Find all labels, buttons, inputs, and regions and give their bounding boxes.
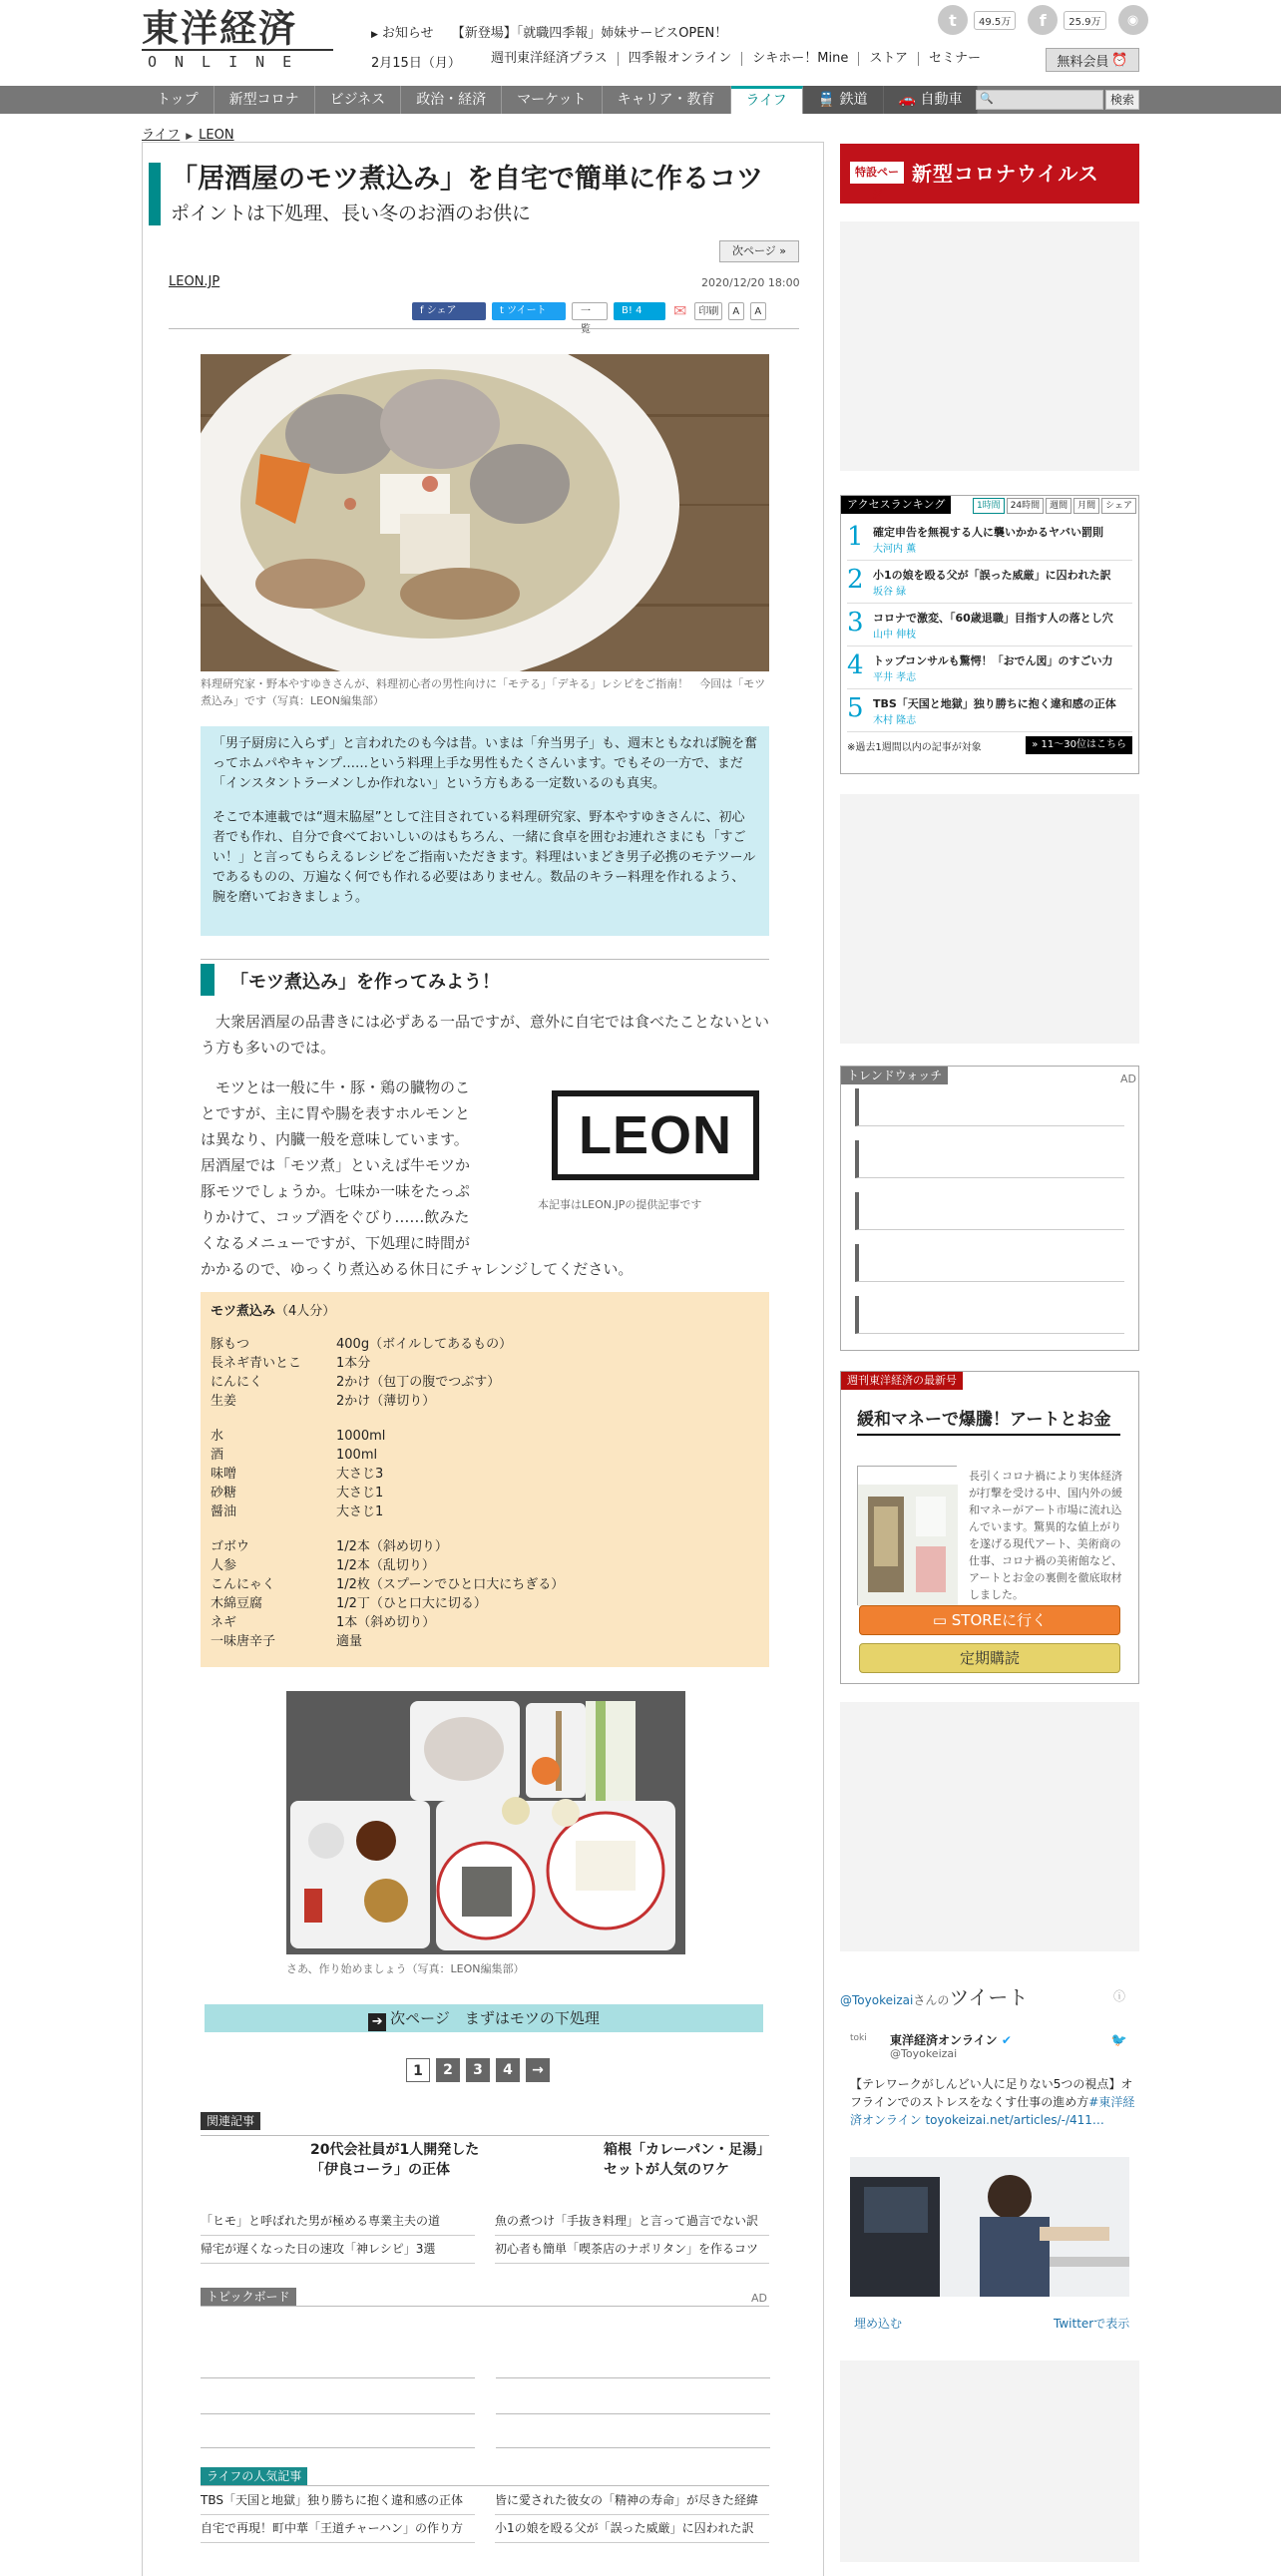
nav-corona[interactable]: 新型コロナ bbox=[214, 86, 315, 114]
search-button[interactable]: 検索 bbox=[1105, 90, 1139, 110]
ingredient-name: 生姜 bbox=[211, 1394, 237, 1409]
popular-row bbox=[201, 2487, 769, 2515]
twitter-bird-icon: 🐦 bbox=[1110, 2033, 1127, 2048]
nav-life[interactable]: ライフ bbox=[731, 86, 803, 114]
magazine-box bbox=[840, 1371, 1139, 1684]
ingredient-amount: 大さじ1 bbox=[336, 1504, 384, 1519]
ranking-tab-1h[interactable]: 1時間 bbox=[973, 498, 1005, 514]
tweet-body: 【テレワークがしんどい人に足りない5つの視点】オフラインでのストレスをなくす仕事の進め方 bbox=[850, 2077, 1133, 2109]
recipe-title-line bbox=[211, 1302, 759, 1321]
body-line: とですが、主に胃や腸を表すホルモンと bbox=[201, 1104, 471, 1122]
ingredient-amount: 1/2丁（ひと口大に切る） bbox=[336, 1596, 487, 1611]
hatena-count: 4 bbox=[636, 305, 642, 316]
ingredient-row bbox=[211, 1594, 759, 1613]
rank-number: 3 bbox=[847, 608, 864, 638]
notice-bar[interactable] bbox=[371, 22, 727, 41]
popular-item[interactable]: TBS「天国と地獄」独り勝ちに抱く違和感の正体 bbox=[201, 2487, 475, 2515]
trend-item[interactable] bbox=[855, 1192, 1124, 1230]
facebook-icon: f bbox=[420, 305, 424, 316]
ingredient-row bbox=[211, 1446, 759, 1465]
pub-link-seminar[interactable]: セミナー bbox=[928, 51, 981, 66]
font-size-large-button[interactable]: A bbox=[750, 302, 766, 320]
rank-title: コロナで激変、「60歳退職」目指す人の落とし穴 bbox=[873, 612, 1113, 625]
ranking-tab-24h[interactable]: 24時間 bbox=[1007, 498, 1044, 514]
access-ranking bbox=[840, 495, 1139, 774]
ranking-tab-share[interactable]: シェア bbox=[1101, 498, 1136, 514]
rank-number: 1 bbox=[847, 522, 864, 552]
ad-label: AD bbox=[751, 2292, 767, 2305]
divider bbox=[201, 2485, 769, 2486]
related-list bbox=[201, 2208, 769, 2264]
body-line: 豚モツでしょうか。七味か一味をたっぷ bbox=[201, 1182, 471, 1200]
twitter-share-button[interactable] bbox=[492, 302, 566, 320]
ranking-more-link[interactable]: » 11～30位はこちら bbox=[1026, 736, 1132, 754]
rss-icon[interactable]: ◉ bbox=[1118, 5, 1148, 35]
rank-title: TBS「天国と地獄」独り勝ちに抱く違和感の正体 bbox=[873, 697, 1116, 710]
ingredient-name: ゴボウ bbox=[211, 1539, 250, 1554]
ingredient-row bbox=[211, 1373, 759, 1392]
tweet-list-button[interactable]: 一覧 bbox=[572, 302, 608, 320]
pub-link-shikiho[interactable]: 四季報オンライン bbox=[619, 52, 743, 66]
pub-link-weekly[interactable]: 週刊東洋経済プラス bbox=[491, 52, 619, 66]
lead-box bbox=[201, 726, 769, 936]
pub-link-store[interactable]: ストア bbox=[859, 52, 919, 66]
publication-links bbox=[491, 52, 991, 66]
article-heading bbox=[149, 163, 817, 225]
logo-kanji: 東洋経済 bbox=[142, 6, 297, 50]
ingredient-amount: 1本分 bbox=[336, 1356, 371, 1371]
corona-banner[interactable] bbox=[840, 144, 1139, 204]
rank-title: トップコンサルも驚愕！「おでん図」のすごい力 bbox=[873, 654, 1113, 667]
ingredient-name: 砂糖 bbox=[211, 1486, 237, 1501]
recipe-serves: （4人分） bbox=[275, 1304, 336, 1319]
lead-paragraph-1: 「男子厨房に入らず」と言われたのも今は昔。いまは「弁当男子」も、週末ともなれば腕を奮ってホムパやキャンプ……という料理上手な男性もたくさんいます。でもその一方で、まだ「インスタントラーメンしか作れない」という方もある一定数いるのも真実。 bbox=[213, 736, 758, 791]
photo-caption: 料理研究家・野本やすゆきさんが、料理初心者の男性向けに「モテる」「デキる」レシピをご指南！ 今回は「モツ煮込み」です（写真：LEON編集部） bbox=[201, 677, 766, 707]
rank-author: 木村 隆志 bbox=[873, 715, 917, 726]
page-1[interactable]: 1 bbox=[406, 2058, 430, 2082]
ranking-item[interactable] bbox=[847, 561, 1132, 604]
popular-item[interactable]: 自宅で再現！町中華「王道チャーハン」の作り方 bbox=[201, 2515, 475, 2543]
ranking-list bbox=[841, 518, 1138, 732]
body-line: くなるメニューですが、下処理に時間が bbox=[201, 1234, 471, 1252]
page-2[interactable]: 2 bbox=[436, 2058, 460, 2082]
body-line: りかけて、コップ酒をぐびり……飲みた bbox=[201, 1208, 470, 1226]
rank-author: 坂谷 緑 bbox=[873, 587, 907, 598]
timeline-header bbox=[840, 1981, 1139, 2010]
popular-label: ライフの人気記事 bbox=[201, 2467, 307, 2485]
related-featured-2[interactable]: 箱根「カレーパン・足湯」セットが人気のワケ bbox=[604, 2142, 771, 2178]
related-item[interactable]: 帰宅が遅くなった日の速攻「神レシピ」3選 bbox=[201, 2236, 475, 2264]
article-title: 「居酒屋のモツ煮込み」を自宅で簡単に作るコツ bbox=[171, 164, 763, 195]
tweet-handle[interactable]: @Toyokeizai bbox=[890, 2047, 958, 2060]
ingredient-name: 酒 bbox=[211, 1448, 224, 1463]
ingredient-amount: 大さじ1 bbox=[336, 1486, 384, 1501]
ranking-tabs bbox=[973, 498, 1136, 514]
pub-link-mine[interactable]: シキホー！Mine bbox=[742, 52, 859, 66]
ranking-note: ※過去1週間以内の記事が対象 bbox=[847, 742, 982, 753]
twitter-timeline bbox=[840, 1981, 1139, 2341]
breadcrumb-leon[interactable]: LEON bbox=[199, 128, 234, 143]
share-bar bbox=[412, 301, 766, 335]
magazine-title[interactable]: 緩和マネーで爆騰！アートとお金 bbox=[857, 1408, 1120, 1436]
social-follow bbox=[938, 5, 1148, 35]
trend-item[interactable] bbox=[855, 1296, 1124, 1334]
related-row bbox=[201, 2236, 769, 2264]
nav-top[interactable]: トップ bbox=[142, 86, 214, 114]
alarm-clock-icon: ⏰ bbox=[1111, 52, 1128, 68]
ingredient-name: 木綿豆腐 bbox=[211, 1596, 263, 1611]
ranking-footer bbox=[841, 732, 1138, 759]
article-source[interactable]: LEON.JP bbox=[169, 274, 220, 289]
recipe-title: モツ煮込み bbox=[211, 1304, 276, 1319]
ad-slot[interactable] bbox=[840, 221, 1139, 471]
rank-number: 4 bbox=[847, 650, 864, 680]
tweet-account-name: 東洋経済オンライン bbox=[890, 2033, 998, 2047]
timeline-word: ツイート bbox=[949, 1985, 1029, 2009]
magazine-label: 週刊東洋経済の最新号 bbox=[841, 1372, 963, 1390]
ingredient-group-3 bbox=[211, 1537, 759, 1651]
ingredient-name: 味噌 bbox=[211, 1467, 237, 1482]
ingredient-amount: 2かけ（薄切り） bbox=[336, 1394, 436, 1409]
next-page-button-top[interactable]: 次ページ » bbox=[719, 240, 799, 262]
ranking-tab-month[interactable]: 月間 bbox=[1073, 498, 1099, 514]
rank-title: 小1の娘を殴る父が「誤った威厳」に囚われた訳 bbox=[873, 569, 1111, 582]
ingredient-amount: 1000ml bbox=[336, 1429, 386, 1444]
facebook-share-button[interactable] bbox=[412, 302, 486, 320]
tweet-image[interactable] bbox=[850, 2157, 1129, 2297]
next-page-label: 次ページ まずはモツの下処理 bbox=[390, 2009, 600, 2027]
ingredient-row bbox=[211, 1537, 759, 1556]
related-label: 関連記事 bbox=[201, 2112, 260, 2130]
topic-line bbox=[201, 2447, 475, 2448]
body-line: 居酒屋では「モツ煮」といえば牛モツか bbox=[201, 1156, 471, 1174]
related-item[interactable]: 初心者も簡単「喫茶店のナポリタン」を作るコツ bbox=[495, 2236, 769, 2264]
leon-logo: LEON bbox=[552, 1090, 759, 1180]
recipe-box bbox=[201, 1292, 769, 1667]
ingredient-amount: 1/2枚（スプーンでひと口大にちぎる） bbox=[336, 1577, 565, 1592]
ingredient-row bbox=[211, 1335, 759, 1354]
ingredient-group-1 bbox=[211, 1335, 759, 1411]
nav-railway[interactable] bbox=[803, 86, 884, 114]
page-3[interactable]: 3 bbox=[466, 2058, 490, 2082]
search-input[interactable] bbox=[976, 90, 1103, 110]
article-subtitle: ポイントは下処理、長い冬のお酒のお供に bbox=[171, 203, 532, 224]
topic-line bbox=[496, 2447, 770, 2448]
ad-slot[interactable] bbox=[840, 1702, 1139, 1951]
hatena-bookmark-button[interactable]: B! 4 bbox=[614, 302, 665, 320]
nav-auto-label: 自動車 bbox=[920, 92, 963, 108]
ingredient-amount: 1/2本（斜め切り） bbox=[336, 1539, 448, 1554]
lead-paragraph-2: そこで本連載では“週末脇屋”として注目されている料理研究家、野本やすゆきさんに、初心者でも作れ、自分で食べておいしいのはもちろん、一緒に食卓を囲むお連れさまにも「すごい！」と言ってもらえるレシピをご指南いただきます。料理はいまどき男子必携のモテツールであるものの、万遍なく何でも作れる必要はありません。数品のキラー料理を作れるよう、腕を磨いておきましょう。 bbox=[213, 810, 756, 905]
divider bbox=[201, 2135, 769, 2136]
trend-watch bbox=[840, 1066, 1139, 1351]
ingredient-name: 水 bbox=[211, 1429, 224, 1444]
ingredient-row bbox=[211, 1465, 759, 1484]
topic-line bbox=[201, 2413, 475, 2414]
section-heading bbox=[201, 959, 769, 991]
photo-caption: さあ、作り始めましょう（写真：LEON編集部） bbox=[286, 1962, 525, 1975]
popular-item[interactable]: 小1の娘を殴る父が「誤った威厳」に囚われた訳 bbox=[495, 2515, 769, 2543]
timeline-user[interactable]: @Toyokeizai bbox=[840, 1993, 914, 2007]
popular-row bbox=[201, 2515, 769, 2543]
ingredient-amount: 400g（ボイルしてあるもの） bbox=[336, 1337, 513, 1352]
ingredient-row bbox=[211, 1613, 759, 1632]
ranking-tab-week[interactable]: 週間 bbox=[1046, 498, 1071, 514]
subscribe-button[interactable]: 定期購読 bbox=[859, 1643, 1120, 1673]
car-icon: 🚗 bbox=[898, 92, 916, 108]
ingredient-name: にんにく bbox=[211, 1375, 263, 1390]
body-line: モツとは一般に牛・豚・鶏の臓物のこ bbox=[215, 1078, 471, 1096]
page-4[interactable]: 4 bbox=[496, 2058, 520, 2082]
mail-icon[interactable]: ✉ bbox=[673, 301, 687, 320]
article-photo-ingredients bbox=[286, 1691, 685, 1954]
store-icon: ▭ bbox=[932, 1611, 947, 1629]
nav-career[interactable]: キャリア・教育 bbox=[603, 86, 731, 114]
tweet-account[interactable] bbox=[890, 2031, 1012, 2048]
ingredient-name: 人参 bbox=[211, 1558, 237, 1573]
account-avatar[interactable]: toki bbox=[850, 2033, 867, 2043]
global-nav bbox=[0, 86, 1281, 114]
ad-slot[interactable] bbox=[840, 2361, 1139, 2562]
twitter-icon[interactable]: t bbox=[938, 5, 968, 35]
ad-label: AD bbox=[1120, 1073, 1136, 1085]
embed-link[interactable]: 埋め込む bbox=[854, 2317, 903, 2331]
body-line: かかるので、ゆっくり煮込める休日にチャレンジしてください。 bbox=[201, 1260, 634, 1278]
rank-number: 5 bbox=[847, 693, 864, 723]
ranking-item[interactable] bbox=[847, 518, 1132, 561]
site-logo[interactable] bbox=[142, 8, 333, 70]
facebook-share-label: シェア bbox=[426, 305, 457, 316]
nav-market[interactable]: マーケット bbox=[502, 86, 602, 114]
ingredient-row bbox=[211, 1484, 759, 1503]
ingredient-group-2 bbox=[211, 1427, 759, 1521]
divider bbox=[169, 328, 799, 329]
related-item[interactable]: 「ヒモ」と呼ばれた男が極める専業主夫の道 bbox=[201, 2208, 475, 2236]
search-icon: 🔍 bbox=[980, 92, 994, 105]
leon-logo-box bbox=[538, 1090, 749, 1211]
rank-author: 大河内 薫 bbox=[873, 544, 917, 555]
rank-author: 山中 伸枝 bbox=[873, 630, 917, 641]
related-item[interactable]: 魚の煮つけ「手抜き料理」と言って過言でない訳 bbox=[495, 2208, 769, 2236]
notice-label: ▶ お知らせ bbox=[371, 26, 434, 41]
twitter-icon: t bbox=[500, 305, 504, 316]
ingredient-row bbox=[211, 1427, 759, 1446]
timeline-suffix: さんの bbox=[913, 1993, 950, 2007]
body-line: は異なり、内臓一般を意味しています。 bbox=[201, 1130, 469, 1148]
arrow-right-icon: ➔ bbox=[368, 2013, 386, 2031]
rank-number: 2 bbox=[847, 565, 864, 595]
divider bbox=[201, 2306, 769, 2307]
trend-item[interactable] bbox=[855, 1244, 1124, 1282]
facebook-count: 25.9万 bbox=[1064, 11, 1105, 30]
ingredient-amount: 1/2本（乱切り） bbox=[336, 1558, 435, 1573]
ingredient-row bbox=[211, 1503, 759, 1521]
notice-text[interactable]: 【新登場】「就職四季報」姉妹サービスOPEN！ bbox=[451, 26, 728, 41]
ranking-item[interactable] bbox=[847, 604, 1132, 646]
member-label: 無料会員 bbox=[1057, 54, 1109, 70]
print-button[interactable]: 印刷 bbox=[694, 302, 722, 320]
ranking-item[interactable] bbox=[847, 689, 1132, 732]
published-date: 2020/12/20 18:00 bbox=[701, 276, 800, 289]
ingredient-amount: 2かけ（包丁の腹でつぶす） bbox=[336, 1375, 501, 1390]
site-header bbox=[0, 0, 1281, 86]
tweet-link[interactable]: #東洋経済オンライン toyokeizai.net/articles/-/411… bbox=[850, 2095, 1135, 2127]
view-on-twitter-link[interactable]: Twitterで表示 bbox=[1054, 2317, 1130, 2331]
train-icon: 🚆 bbox=[817, 92, 836, 108]
topic-line bbox=[496, 2377, 770, 2378]
next-page-arrow-icon[interactable]: → bbox=[526, 2058, 550, 2082]
popular-list bbox=[201, 2487, 769, 2543]
rank-author: 平井 孝志 bbox=[873, 672, 917, 683]
today-date: 2月15日（月） bbox=[371, 56, 461, 71]
rank-title: 確定申告を無視する人に襲いかかるヤバい罰則 bbox=[873, 526, 1103, 539]
related-featured-1[interactable]: 20代会社員が1人開発した「伊良コーラ」の正体 bbox=[310, 2142, 480, 2178]
pagination bbox=[406, 2058, 550, 2082]
ranking-title: アクセスランキング bbox=[841, 496, 951, 514]
body-paragraph-1: 大衆居酒屋の品書きには必ずある一品ですが、意外に自宅では食べたことないという方も多いのでは。 bbox=[201, 1013, 770, 1057]
ingredient-name: 長ネギ青いとこ bbox=[211, 1356, 302, 1371]
ingredient-row bbox=[211, 1354, 759, 1373]
ranking-item[interactable] bbox=[847, 646, 1132, 689]
breadcrumb bbox=[142, 124, 234, 143]
verified-icon: ✔ bbox=[1001, 2033, 1012, 2047]
magazine-description: 長引くコロナ禍により実体経済が打撃を受ける中、国内外の緩和マネーがアート市場に流れ込んでいます。驚異的な値上がりを遂げる現代アート、美術商の仕事、コロナ禍の美術館など、アートとお金の裏側を徹底取材しました。 bbox=[969, 1470, 1122, 1601]
section-title: 「モツ煮込み」を作ってみよう！ bbox=[230, 972, 500, 993]
ingredient-name: こんにゃく bbox=[211, 1577, 275, 1592]
magazine-cover[interactable] bbox=[857, 1466, 957, 1605]
font-size-small-button[interactable]: A bbox=[728, 302, 744, 320]
trend-item[interactable] bbox=[855, 1140, 1124, 1178]
trend-item[interactable] bbox=[855, 1088, 1124, 1126]
member-button[interactable] bbox=[1046, 48, 1139, 72]
popular-item[interactable]: 皆に愛された彼女の「精神の寿命」が尽きた経緯 bbox=[495, 2487, 769, 2515]
ingredient-name: 一味唐辛子 bbox=[211, 1634, 276, 1649]
facebook-icon[interactable]: f bbox=[1028, 5, 1058, 35]
nav-auto[interactable] bbox=[884, 86, 979, 114]
ad-slot[interactable] bbox=[840, 794, 1139, 1044]
nav-politics[interactable]: 政治・経済 bbox=[401, 86, 502, 114]
topic-line bbox=[496, 2413, 770, 2414]
ingredient-name: 豚もつ bbox=[211, 1337, 250, 1352]
ingredient-row bbox=[211, 1575, 759, 1594]
breadcrumb-arrow-icon: ▶ bbox=[186, 132, 194, 142]
banner-text: 新型コロナウイルス bbox=[912, 162, 1099, 186]
ingredient-name: 醤油 bbox=[211, 1504, 237, 1519]
nav-business[interactable]: ビジネス bbox=[315, 86, 402, 114]
trend-label: トレンドウォッチ bbox=[841, 1067, 948, 1084]
ingredient-amount: 1本（斜め切り） bbox=[336, 1615, 436, 1630]
store-label: STOREに行く bbox=[951, 1611, 1048, 1629]
leon-caption: 本記事はLEON.JPの提供記事です bbox=[538, 1198, 702, 1211]
ranking-header bbox=[841, 496, 1138, 514]
next-page-link[interactable] bbox=[205, 2004, 763, 2032]
banner-tag: 特設ページ bbox=[850, 162, 904, 184]
topic-line bbox=[201, 2377, 475, 2378]
logo-online: ONLINE bbox=[142, 49, 333, 71]
tweet-text bbox=[850, 2075, 1135, 2129]
twitter-count: 49.5万 bbox=[974, 11, 1016, 30]
ingredient-amount: 適量 bbox=[336, 1634, 363, 1649]
ingredient-amount: 100ml bbox=[336, 1448, 378, 1463]
related-row bbox=[201, 2208, 769, 2236]
ingredient-name: ネギ bbox=[211, 1615, 237, 1630]
ingredient-amount: 大さじ3 bbox=[336, 1467, 384, 1482]
ingredient-row bbox=[211, 1392, 759, 1411]
ingredient-row bbox=[211, 1632, 759, 1651]
store-button[interactable] bbox=[859, 1605, 1120, 1635]
article-column bbox=[142, 142, 824, 2576]
topic-board-label: トピックボード bbox=[201, 2288, 296, 2306]
twitter-share-label: ツイート bbox=[507, 305, 547, 316]
article-photo-motsuni bbox=[201, 354, 769, 671]
breadcrumb-life[interactable]: ライフ bbox=[142, 128, 181, 143]
heading-bar bbox=[201, 964, 214, 996]
info-icon[interactable]: ⓘ bbox=[1112, 1989, 1125, 2003]
ingredient-row bbox=[211, 1556, 759, 1575]
nav-railway-label: 鉄道 bbox=[839, 92, 868, 108]
